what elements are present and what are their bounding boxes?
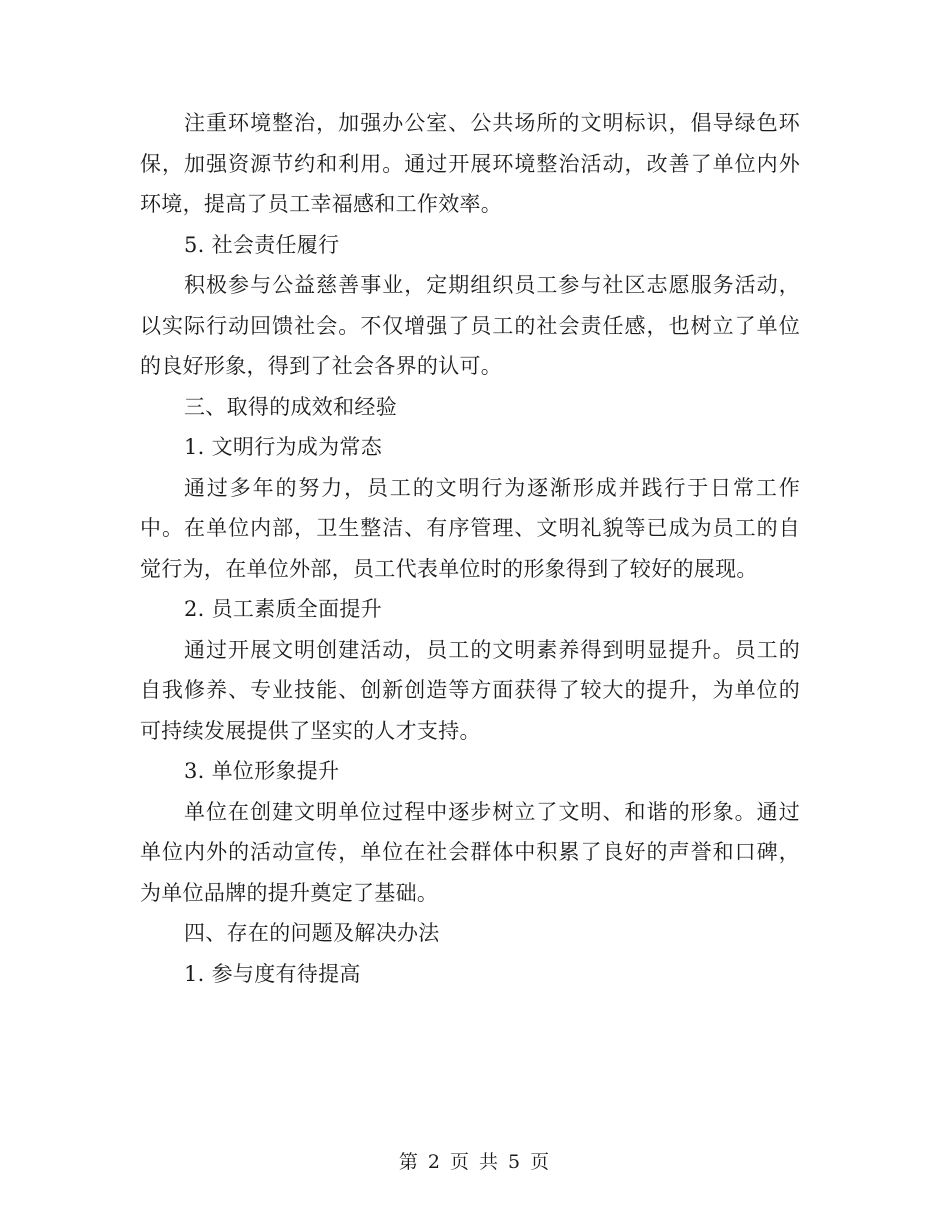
body-paragraph: 单位在创建文明单位过程中逐步树立了文明、和谐的形象。通过单位内外的活动宣传，单位在社会群体中积累了良好的声誉和口碑，为单位品牌的提升奠定了基础。 bbox=[140, 799, 800, 905]
body-paragraph: 通过开展文明创建活动，员工的文明素养得到明显提升。员工的自我修养、专业技能、创新创造等方面获得了较大的提升，为单位的可持续发展提供了坚实的人才支持。 bbox=[140, 637, 800, 743]
document-body bbox=[140, 103, 800, 994]
page-number-footer: 第 2 页 共 5 页 bbox=[398, 1151, 552, 1173]
section-subheading: 3. 单位形象提升 bbox=[184, 759, 340, 783]
section-heading: 四、存在的问题及解决办法 bbox=[184, 921, 440, 945]
section-heading: 三、取得的成效和经验 bbox=[184, 394, 397, 419]
body-paragraph: 积极参与公益慈善事业，定期组织员工参与社区志愿服务活动，以实际行动回馈社会。不仅增强了员工的社会责任感，也树立了单位的良好形象，得到了社会各界的认可。 bbox=[140, 273, 800, 378]
body-paragraph: 注重环境整治，加强办公室、公共场所的文明标识，倡导绿色环保，加强资源节约和利用。通过开展环境整治活动，改善了单位内外环境，提高了员工幸福感和工作效率。 bbox=[140, 111, 800, 216]
section-subheading: 2. 员工素质全面提升 bbox=[184, 597, 383, 621]
section-subheading: 1. 参与度有待提高 bbox=[184, 961, 361, 986]
body-paragraph: 通过多年的努力，员工的文明行为逐渐形成并践行于日常工作中。在单位内部，卫生整洁、有序管理、文明礼貌等已成为员工的自觉行为，在单位外部，员工代表单位时的形象得到了较好的展现。 bbox=[140, 475, 800, 581]
section-subheading: 5. 社会责任履行 bbox=[184, 232, 340, 257]
section-subheading: 1. 文明行为成为常态 bbox=[184, 435, 383, 459]
